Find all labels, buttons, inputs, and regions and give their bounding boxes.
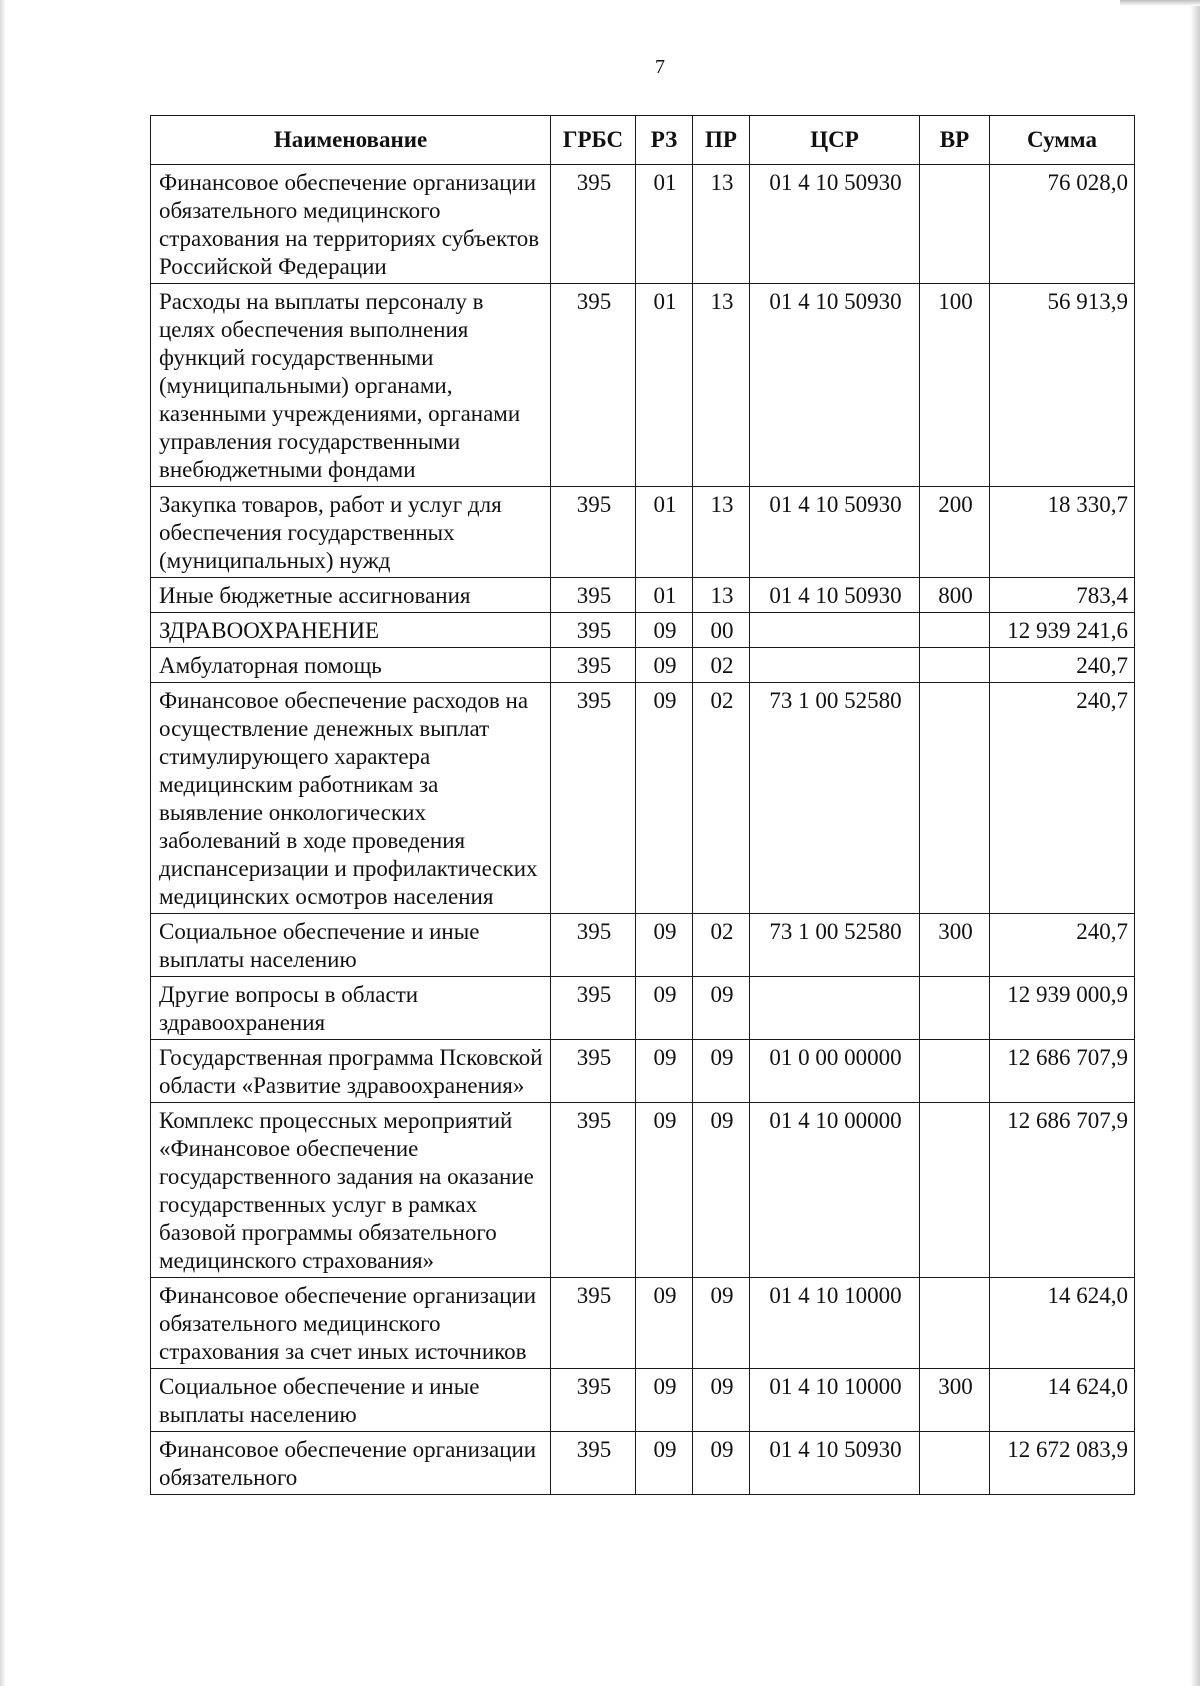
header-name: Наименование bbox=[151, 116, 551, 165]
table-row bbox=[151, 578, 1135, 613]
cell-grbs: 395 bbox=[551, 578, 636, 613]
cell-grbs: 395 bbox=[551, 1432, 636, 1495]
header-csr: ЦСР bbox=[750, 116, 920, 165]
cell-rz: 09 bbox=[636, 1278, 693, 1369]
cell-csr: 01 4 10 10000 bbox=[750, 1369, 920, 1432]
table-row bbox=[151, 914, 1135, 977]
table-header bbox=[151, 116, 1135, 165]
header-row bbox=[151, 116, 1135, 165]
cell-sum: 18 330,7 bbox=[990, 487, 1135, 578]
cell-pr: 09 bbox=[693, 1432, 750, 1495]
cell-sum: 12 686 707,9 bbox=[990, 1040, 1135, 1103]
cell-pr: 09 bbox=[693, 1278, 750, 1369]
cell-rz: 09 bbox=[636, 1369, 693, 1432]
cell-pr: 09 bbox=[693, 1369, 750, 1432]
table-row bbox=[151, 648, 1135, 683]
cell-csr: 01 4 10 50930 bbox=[750, 1432, 920, 1495]
cell-csr: 01 4 10 50930 bbox=[750, 165, 920, 284]
cell-rz: 09 bbox=[636, 613, 693, 648]
header-sum: Сумма bbox=[990, 116, 1135, 165]
cell-csr: 01 4 10 50930 bbox=[750, 578, 920, 613]
cell-grbs: 395 bbox=[551, 1369, 636, 1432]
cell-rz: 09 bbox=[636, 1432, 693, 1495]
cell-csr: 01 0 00 00000 bbox=[750, 1040, 920, 1103]
cell-csr: 73 1 00 52580 bbox=[750, 914, 920, 977]
table-row bbox=[151, 1103, 1135, 1278]
cell-vr bbox=[920, 1278, 990, 1369]
cell-grbs: 395 bbox=[551, 284, 636, 487]
cell-vr bbox=[920, 1040, 990, 1103]
cell-sum: 12 939 000,9 bbox=[990, 977, 1135, 1040]
table-body bbox=[151, 165, 1135, 1495]
cell-rz: 09 bbox=[636, 648, 693, 683]
scan-edge-top-right bbox=[1120, 0, 1200, 6]
cell-vr bbox=[920, 977, 990, 1040]
table-row bbox=[151, 165, 1135, 284]
cell-grbs: 395 bbox=[551, 1040, 636, 1103]
table-row bbox=[151, 284, 1135, 487]
cell-vr: 300 bbox=[920, 914, 990, 977]
cell-grbs: 395 bbox=[551, 1103, 636, 1278]
cell-pr: 13 bbox=[693, 578, 750, 613]
cell-rz: 01 bbox=[636, 578, 693, 613]
cell-sum: 240,7 bbox=[990, 648, 1135, 683]
cell-vr: 300 bbox=[920, 1369, 990, 1432]
cell-pr: 13 bbox=[693, 487, 750, 578]
cell-grbs: 395 bbox=[551, 683, 636, 914]
cell-rz: 09 bbox=[636, 914, 693, 977]
cell-sum: 12 672 083,9 bbox=[990, 1432, 1135, 1495]
cell-vr bbox=[920, 1432, 990, 1495]
cell-name: Социальное обеспечение и иные выплаты населению bbox=[151, 914, 551, 977]
cell-vr: 800 bbox=[920, 578, 990, 613]
cell-csr: 01 4 10 10000 bbox=[750, 1278, 920, 1369]
scan-edge-right bbox=[1190, 0, 1200, 1686]
header-grbs: ГРБС bbox=[551, 116, 636, 165]
cell-grbs: 395 bbox=[551, 648, 636, 683]
cell-grbs: 395 bbox=[551, 914, 636, 977]
cell-grbs: 395 bbox=[551, 613, 636, 648]
cell-csr: 01 4 10 00000 bbox=[750, 1103, 920, 1278]
cell-name: ЗДРАВООХРАНЕНИЕ bbox=[151, 613, 551, 648]
cell-csr: 01 4 10 50930 bbox=[750, 487, 920, 578]
cell-rz: 09 bbox=[636, 683, 693, 914]
header-pr: ПР bbox=[693, 116, 750, 165]
table-row bbox=[151, 613, 1135, 648]
cell-rz: 01 bbox=[636, 165, 693, 284]
cell-pr: 09 bbox=[693, 1040, 750, 1103]
cell-sum: 12 939 241,6 bbox=[990, 613, 1135, 648]
cell-name: Закупка товаров, работ и услуг для обеспечения государственных (муниципальных) нужд bbox=[151, 487, 551, 578]
cell-sum: 12 686 707,9 bbox=[990, 1103, 1135, 1278]
cell-name: Социальное обеспечение и иные выплаты населению bbox=[151, 1369, 551, 1432]
cell-csr: 01 4 10 50930 bbox=[750, 284, 920, 487]
cell-pr: 02 bbox=[693, 648, 750, 683]
cell-name: Расходы на выплаты персоналу в целях обеспечения выполнения функций государственными (муниципальными) органами, казенными учреждениями, органами управления государственными внебюджетными фондами bbox=[151, 284, 551, 487]
cell-name: Иные бюджетные ассигнования bbox=[151, 578, 551, 613]
cell-rz: 09 bbox=[636, 1040, 693, 1103]
cell-grbs: 395 bbox=[551, 487, 636, 578]
cell-csr bbox=[750, 977, 920, 1040]
cell-sum: 14 624,0 bbox=[990, 1369, 1135, 1432]
cell-vr: 200 bbox=[920, 487, 990, 578]
table-row bbox=[151, 1369, 1135, 1432]
cell-name: Комплекс процессных мероприятий «Финансовое обеспечение государственного задания на оказание государственных услуг в рамках базовой программы обязательного медицинского страхования» bbox=[151, 1103, 551, 1278]
table-row bbox=[151, 1040, 1135, 1103]
header-vr: ВР bbox=[920, 116, 990, 165]
scan-edge-left bbox=[0, 0, 6, 1686]
budget-table bbox=[150, 115, 1135, 1495]
header-rz: РЗ bbox=[636, 116, 693, 165]
page-number: 7 bbox=[655, 56, 665, 78]
cell-pr: 09 bbox=[693, 1103, 750, 1278]
cell-vr bbox=[920, 165, 990, 284]
cell-name: Другие вопросы в области здравоохранения bbox=[151, 977, 551, 1040]
cell-vr bbox=[920, 1103, 990, 1278]
cell-name: Финансовое обеспечение организации обязательного медицинского страхования за счет иных источников bbox=[151, 1278, 551, 1369]
cell-name: Амбулаторная помощь bbox=[151, 648, 551, 683]
table-row bbox=[151, 1432, 1135, 1495]
cell-grbs: 395 bbox=[551, 977, 636, 1040]
cell-sum: 56 913,9 bbox=[990, 284, 1135, 487]
table-row bbox=[151, 977, 1135, 1040]
cell-rz: 09 bbox=[636, 977, 693, 1040]
cell-vr bbox=[920, 613, 990, 648]
cell-sum: 240,7 bbox=[990, 683, 1135, 914]
cell-csr bbox=[750, 613, 920, 648]
cell-rz: 09 bbox=[636, 1103, 693, 1278]
cell-name: Финансовое обеспечение расходов на осуществление денежных выплат стимулирующего характера медицинским работникам за выявление онкологических заболеваний в ходе проведения диспансеризации и профилактических медицинских осмотров населения bbox=[151, 683, 551, 914]
cell-csr bbox=[750, 648, 920, 683]
cell-sum: 76 028,0 bbox=[990, 165, 1135, 284]
cell-name: Финансовое обеспечение организации обязательного медицинского страхования на территориях субъектов Российской Федерации bbox=[151, 165, 551, 284]
cell-vr: 100 bbox=[920, 284, 990, 487]
table-row bbox=[151, 683, 1135, 914]
cell-name: Финансовое обеспечение организации обязательного bbox=[151, 1432, 551, 1495]
cell-sum: 14 624,0 bbox=[990, 1278, 1135, 1369]
table-row bbox=[151, 1278, 1135, 1369]
cell-name: Государственная программа Псковской области «Развитие здравоохранения» bbox=[151, 1040, 551, 1103]
cell-pr: 02 bbox=[693, 914, 750, 977]
cell-rz: 01 bbox=[636, 284, 693, 487]
cell-pr: 13 bbox=[693, 165, 750, 284]
cell-vr bbox=[920, 648, 990, 683]
table-row bbox=[151, 487, 1135, 578]
cell-sum: 240,7 bbox=[990, 914, 1135, 977]
cell-grbs: 395 bbox=[551, 1278, 636, 1369]
cell-rz: 01 bbox=[636, 487, 693, 578]
cell-pr: 09 bbox=[693, 977, 750, 1040]
cell-pr: 02 bbox=[693, 683, 750, 914]
cell-csr: 73 1 00 52580 bbox=[750, 683, 920, 914]
cell-grbs: 395 bbox=[551, 165, 636, 284]
cell-sum: 783,4 bbox=[990, 578, 1135, 613]
cell-pr: 13 bbox=[693, 284, 750, 487]
cell-vr bbox=[920, 683, 990, 914]
cell-pr: 00 bbox=[693, 613, 750, 648]
